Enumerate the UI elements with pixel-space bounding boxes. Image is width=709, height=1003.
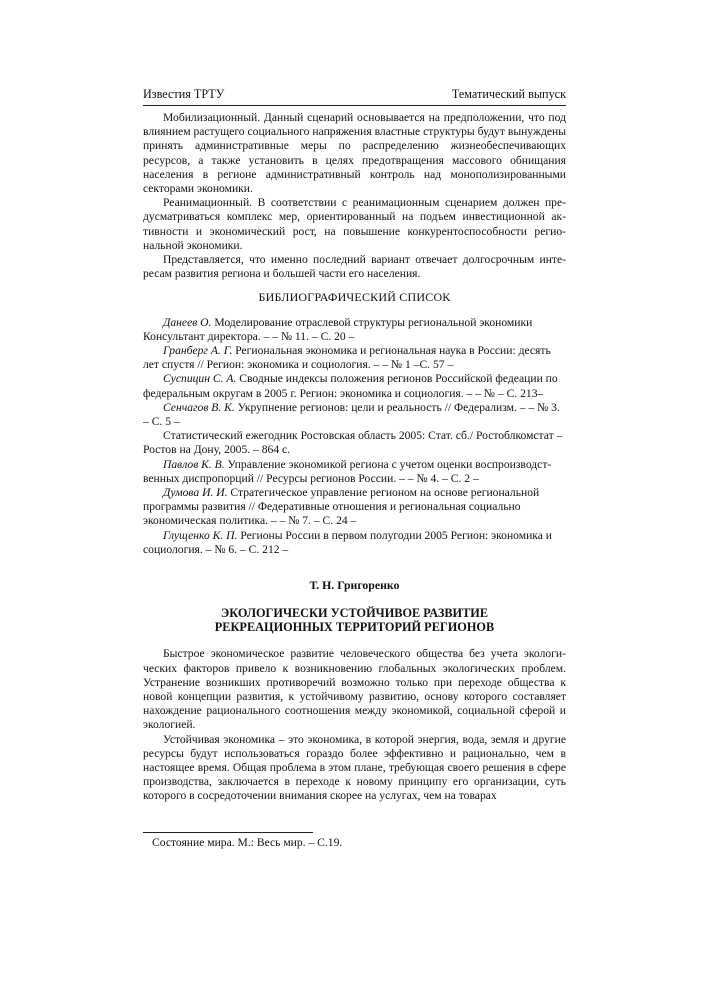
intro-paragraph: Представляется, что именно последний вариант отвечает долгосрочным интересам развития региона и большей части его населения. xyxy=(143,253,566,281)
footnote-rule xyxy=(143,832,313,833)
bibliography-entry xyxy=(143,486,566,529)
article-paragraph: Устойчивая экономика – это экономика, в которой энергия, вода, земля и другие ресурсы будут использоваться гораздо более эффективно и рационально, чем в настоящее время. Общая проблема в этом плане, требующая своего решения в сфере производства, заключается в переходе к новому принципу его организации, суть которого в сосредоточении внимания скорее на услугах, чем на товарах xyxy=(143,732,566,803)
entry-text: Регионы России в первом полугодии 2005 Регион: экономика и социология. – № 6. – С. 212 – xyxy=(143,528,552,556)
journal-name: Известия ТРТУ xyxy=(143,87,225,101)
issue-type: Тематический выпуск xyxy=(451,87,566,101)
bibliography-entry xyxy=(143,344,566,372)
bibliography-entry xyxy=(143,316,566,344)
entry-text: Статистический ежегодник Ростовская область 2005: Стат. сб./ Ростоблкомстат – Ростов на Дону, 2005. – 864 с. xyxy=(143,429,563,457)
entry-author: Павлов К. В. xyxy=(163,457,225,471)
entry-author: Суспицин С. А. xyxy=(163,372,237,386)
entry-author: Думова И. И. xyxy=(163,486,228,500)
bibliography-title: БИБЛИОГРАФИЧЕСКИЙ СПИСОК xyxy=(258,290,451,305)
entry-author: Глущенко К. П. xyxy=(163,528,238,542)
article-paragraph: Быстрое экономическое развитие человеческого общества без учета экологических факторов привело к возникновению глобальных экологических проблем. Устранение возникших противоречий возможно только при переходе общества к новой концепции развития, к устойчивому развитию, основу которого составляет нахождение рационального соотношения между экономикой, социальной сферой и экологией. xyxy=(143,647,566,732)
intro-paragraph: Мобилизационный. Данный сценарий основывается на предположении, что под влиянием растущего социального напряжения властные структуры будут вынуждены принять административные меры по распределению жизнеобеспечивающих ресурсов, а также установить в целях предотвращения массового обнищания населения в регионе административный контроль над монополизированными секторами экономики. xyxy=(143,111,566,196)
entry-text: Моделирование отраслевой структуры региональной экономики Консультант директора. – – № 11. – С. 20 – xyxy=(143,315,533,343)
bibliography-entry xyxy=(143,429,566,457)
bibliography-entry xyxy=(143,529,566,557)
bibliography-entry xyxy=(143,372,566,400)
entry-author: Гранберг А. Г. xyxy=(163,344,233,358)
intro-paragraph: Реанимационный. В соответствии с реанимационным сценарием должен предусматриваться комплекс мер, ориентированный на подъем инвестиционной активности и экономический рост, на повышение конкурентоспособности региональной экономики. xyxy=(143,196,566,252)
article-title: ЭКОЛОГИЧЕСКИ УСТОЙЧИВОЕ РАЗВИТИЕ РЕКРЕАЦИОННЫХ ТЕРРИТОРИЙ РЕГИОНОВ xyxy=(214,606,495,635)
entry-text: Стратегическое управление регионом на основе региональной программы развития // Федеративные отношения и региональная социально экономическая политика. – – № 7. – С. 24 – xyxy=(143,486,540,528)
header-rule xyxy=(143,105,566,106)
entry-author: Сенчагов В. К. xyxy=(163,400,235,414)
article-author: Т. Н. Григоренко xyxy=(309,578,400,593)
entry-text: Управление экономикой региона с учетом оценки воспроизводственных диспропорций // Ресурсы регионов России. – – № 4. – С. 2 – xyxy=(143,457,552,485)
bibliography-entry xyxy=(143,401,566,429)
entry-author: Данеев О. xyxy=(163,315,212,329)
page-body xyxy=(143,111,566,804)
entry-text: Региональная экономика и региональная наука в России: десять лет спустя // Регион: экономика и социология. – – № 1 –С. 57 – xyxy=(143,344,551,372)
footnote: Состояние мира. М.: Весь мир. – С.19. xyxy=(152,836,343,849)
bibliography-entry xyxy=(143,458,566,486)
bibliography-list xyxy=(143,316,566,557)
entry-text: Укрупнение регионов: цели и реальность // Федерализм. – – № 3. – С. 5 – xyxy=(143,400,560,429)
entry-text: Сводные индексы положения регионов Российской федеации по федеральным округам в 2005 г. Регион: экономика и социология. – – № – С. 213– xyxy=(143,372,558,400)
running-header xyxy=(143,87,566,101)
